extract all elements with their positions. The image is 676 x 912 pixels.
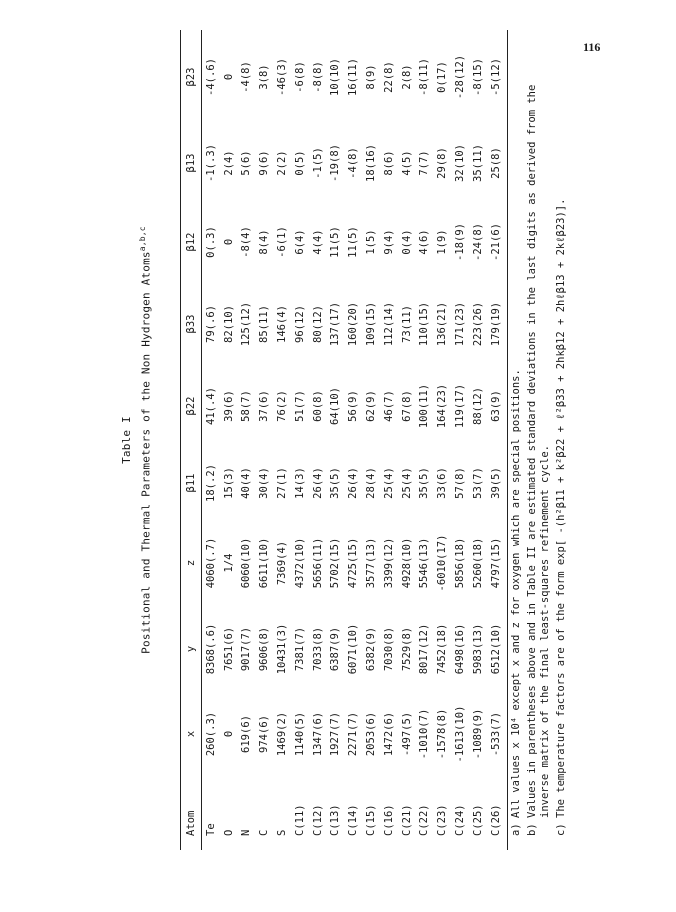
footnote-text: All values x 10⁴ except x and z for oxygen which are special positions. <box>510 369 522 818</box>
value-cell: -533(7) <box>487 692 507 776</box>
value-cell: 6512(10) <box>487 606 507 692</box>
value-cell: 4797(15) <box>487 520 507 606</box>
table-title-superscript: a,b,c <box>138 226 147 252</box>
value-cell: 109(15) <box>365 301 378 347</box>
value-cell: 0(5) <box>293 150 306 176</box>
value-cell: 26(4) <box>347 467 360 499</box>
footnote-mark: a) <box>510 823 522 836</box>
value-cell: -1613(10) <box>454 705 467 763</box>
table-row <box>362 30 380 850</box>
value-cell: -21(6) <box>487 202 507 282</box>
page-number: 116 <box>583 40 601 54</box>
value-cell: 125(12) <box>240 301 253 347</box>
value-cell: 14(3) <box>293 467 306 499</box>
value-cell: 2(4) <box>222 150 235 176</box>
atom-cell: S <box>276 829 289 836</box>
value-cell: 5983(13) <box>471 623 484 675</box>
value-cell: 11(5) <box>347 226 360 258</box>
value-cell: 9606(8) <box>258 626 271 672</box>
table-row <box>344 30 362 850</box>
value-cell: 1(9) <box>436 229 449 255</box>
value-cell: 6060(10) <box>240 537 253 589</box>
value-cell: -1010(7) <box>418 708 431 760</box>
footnote-text: The temperature factors are of the form exp[ -(h²β11 + k²β22 + ℓ²β33 + 2hkβ12 + 2hℓβ13 + 2kℓβ23)]. <box>555 198 567 818</box>
value-cell: 96(12) <box>293 305 306 343</box>
value-cell: 0 <box>222 238 235 246</box>
value-cell: 6611(10) <box>258 537 271 589</box>
table-row <box>433 30 451 850</box>
column-header: β23 <box>181 30 202 124</box>
column-header: Atom <box>181 776 202 850</box>
value-cell: 35(5) <box>418 467 431 499</box>
value-cell: 73(11) <box>400 305 413 343</box>
value-cell: 22(8) <box>382 61 395 93</box>
value-cell: -5(12) <box>487 30 507 124</box>
footnote-mark: c) <box>555 823 567 836</box>
value-cell: 5546(13) <box>418 537 431 589</box>
column-header: x <box>181 692 202 776</box>
value-cell: -4(.6) <box>204 58 217 96</box>
value-cell: 6(4) <box>293 229 306 255</box>
footnote <box>526 36 552 836</box>
atom-cell: N <box>240 829 253 836</box>
value-cell: 62(9) <box>365 390 378 422</box>
atom-cell: C(26) <box>487 776 507 850</box>
atom-cell: C(23) <box>436 804 449 836</box>
value-cell: 60(8) <box>311 390 324 422</box>
atom-cell: C(25) <box>471 804 484 836</box>
value-cell: 4060(.7) <box>204 537 217 589</box>
table-row <box>451 30 469 850</box>
value-cell: 6382(9) <box>365 626 378 672</box>
value-cell: 53(7) <box>471 467 484 499</box>
value-cell: 79(.6) <box>204 305 217 343</box>
value-cell: 5856(18) <box>454 537 467 589</box>
value-cell: 8(9) <box>365 64 378 90</box>
value-cell: 171(23) <box>454 301 467 347</box>
value-cell: -8(11) <box>418 58 431 96</box>
value-cell: 7(7) <box>418 150 431 176</box>
value-cell: 15(3) <box>222 467 235 499</box>
value-cell: -24(8) <box>471 223 484 261</box>
value-cell: -4(8) <box>347 147 360 179</box>
value-cell: 10(10) <box>329 58 342 96</box>
atom-cell: C(22) <box>418 804 431 836</box>
value-cell: -497(5) <box>400 711 413 757</box>
value-cell: 46(7) <box>382 390 395 422</box>
value-cell: 28(4) <box>365 467 378 499</box>
value-cell: 5656(11) <box>311 537 324 589</box>
column-header: β13 <box>181 124 202 202</box>
value-cell: 100(11) <box>418 383 431 429</box>
table-row <box>220 30 238 850</box>
value-cell: 29(8) <box>436 147 449 179</box>
value-cell: -1(5) <box>311 147 324 179</box>
value-cell: 9(4) <box>382 229 395 255</box>
value-cell: 223(26) <box>471 301 484 347</box>
atom-cell: C(11) <box>293 804 306 836</box>
table-row <box>469 30 487 850</box>
value-cell: 119(17) <box>454 383 467 429</box>
value-cell: 85(11) <box>258 305 271 343</box>
value-cell: 179(19) <box>487 282 507 366</box>
atom-cell: O <box>222 829 235 836</box>
value-cell: 8368(.6) <box>204 623 217 675</box>
value-cell: 3577(13) <box>365 537 378 589</box>
value-cell: 5(6) <box>240 150 253 176</box>
value-cell: 146(4) <box>276 305 289 343</box>
table-title-text: Positional and Thermal Parameters of the Non Hydrogen Atoms <box>139 251 153 654</box>
value-cell: 6071(10) <box>347 623 360 675</box>
value-cell: 39(6) <box>222 390 235 422</box>
value-cell: 1472(6) <box>382 711 395 757</box>
atom-cell: C(14) <box>347 804 360 836</box>
value-cell: 76(2) <box>276 390 289 422</box>
value-cell: 2(8) <box>400 64 413 90</box>
value-cell: 2053(6) <box>365 711 378 757</box>
table-header-row <box>181 30 202 850</box>
footnotes <box>510 36 571 836</box>
rotated-table-region <box>114 30 584 850</box>
value-cell: -6(1) <box>276 226 289 258</box>
value-cell: 4(6) <box>418 229 431 255</box>
value-cell: -8(8) <box>311 61 324 93</box>
column-header: z <box>181 520 202 606</box>
value-cell: 0 <box>222 73 235 81</box>
parameters-table <box>180 30 508 850</box>
value-cell: 58(7) <box>240 390 253 422</box>
value-cell: 8017(12) <box>418 623 431 675</box>
value-cell: 6498(16) <box>454 623 467 675</box>
value-cell: 5702(15) <box>329 537 342 589</box>
value-cell: 88(12) <box>471 387 484 425</box>
value-cell: 7369(4) <box>276 540 289 586</box>
value-cell: 64(10) <box>329 387 342 425</box>
table-row <box>291 30 309 850</box>
value-cell: 1140(5) <box>293 711 306 757</box>
value-cell: -1(.3) <box>204 144 217 182</box>
value-cell: -28(12) <box>454 54 467 100</box>
value-cell: 4725(15) <box>347 537 360 589</box>
table-label: Table I <box>120 416 133 464</box>
value-cell: 2271(7) <box>347 711 360 757</box>
column-header: β33 <box>181 282 202 366</box>
value-cell: 7452(18) <box>436 623 449 675</box>
atom-cell: C <box>258 829 271 836</box>
value-cell: 2(2) <box>276 150 289 176</box>
value-cell: 25(4) <box>382 467 395 499</box>
value-cell: 974(6) <box>258 715 271 753</box>
atom-cell: C(12) <box>311 804 324 836</box>
value-cell: 11(5) <box>329 226 342 258</box>
value-cell: 40(4) <box>240 467 253 499</box>
value-cell: 18(.2) <box>204 464 217 502</box>
table-row <box>398 30 416 850</box>
value-cell: 164(23) <box>436 383 449 429</box>
footnote-mark: b) <box>526 823 538 836</box>
atom-cell: C(13) <box>329 804 342 836</box>
value-cell: 3(8) <box>258 64 271 90</box>
value-cell: 35(11) <box>471 144 484 182</box>
value-cell: 9(6) <box>258 150 271 176</box>
value-cell: 0 <box>222 730 235 738</box>
value-cell: 260(.3) <box>204 711 217 757</box>
table-title <box>138 30 153 850</box>
value-cell: 136(21) <box>436 301 449 347</box>
value-cell: 39(5) <box>487 446 507 520</box>
value-cell: 7651(6) <box>222 626 235 672</box>
value-cell: 8(6) <box>382 150 395 176</box>
value-cell: 1469(2) <box>276 711 289 757</box>
value-cell: 0(4) <box>400 229 413 255</box>
value-cell: -18(9) <box>454 223 467 261</box>
footnote-text: Values in parentheses above and in Table II are estimated standard deviations in the last digits as derived from the inverse matrix of the final least-squares refinement cycle. <box>526 84 551 818</box>
value-cell: 63(9) <box>487 366 507 446</box>
value-cell: 1927(7) <box>329 711 342 757</box>
value-cell: 7529(8) <box>400 626 413 672</box>
value-cell: 57(8) <box>454 467 467 499</box>
value-cell: -19(8) <box>329 144 342 182</box>
atom-cell: C(24) <box>454 804 467 836</box>
value-cell: 137(17) <box>329 301 342 347</box>
table-row <box>487 30 507 850</box>
value-cell: -4(8) <box>240 61 253 93</box>
value-cell: -46(3) <box>276 58 289 96</box>
value-cell: 0(17) <box>436 61 449 93</box>
value-cell: 110(15) <box>418 301 431 347</box>
value-cell: 7030(8) <box>382 626 395 672</box>
column-header: y <box>181 606 202 692</box>
table-row <box>202 30 220 850</box>
atom-cell: Te <box>204 823 217 836</box>
value-cell: -6(8) <box>293 61 306 93</box>
value-cell: 32(10) <box>454 144 467 182</box>
table-body <box>202 30 508 850</box>
value-cell: 25(8) <box>487 124 507 202</box>
value-cell: -8(15) <box>471 58 484 96</box>
value-cell: 35(5) <box>329 467 342 499</box>
value-cell: 112(14) <box>382 301 395 347</box>
value-cell: -8(4) <box>240 226 253 258</box>
value-cell: 8(4) <box>258 229 271 255</box>
value-cell: 26(4) <box>311 467 324 499</box>
table-row <box>238 30 256 850</box>
atom-cell: C(21) <box>400 804 413 836</box>
value-cell: 25(4) <box>400 467 413 499</box>
footnote <box>510 36 523 836</box>
atom-cell: C(16) <box>382 804 395 836</box>
value-cell: 80(12) <box>311 305 324 343</box>
value-cell: 160(20) <box>347 301 360 347</box>
value-cell: 4372(10) <box>293 537 306 589</box>
value-cell: 9017(7) <box>240 626 253 672</box>
atom-cell: C(15) <box>365 804 378 836</box>
value-cell: 1(5) <box>365 229 378 255</box>
value-cell: 7033(8) <box>311 626 324 672</box>
value-cell: 10431(3) <box>276 623 289 675</box>
value-cell: 30(4) <box>258 467 271 499</box>
table-row <box>380 30 398 850</box>
value-cell: -1089(9) <box>471 708 484 760</box>
value-cell: 18(16) <box>365 144 378 182</box>
value-cell: 1347(6) <box>311 711 324 757</box>
table-row <box>273 30 291 850</box>
value-cell: 4928(10) <box>400 537 413 589</box>
value-cell: 37(6) <box>258 390 271 422</box>
value-cell: 5260(18) <box>471 537 484 589</box>
column-header: β22 <box>181 366 202 446</box>
value-cell: -6010(17) <box>436 534 449 592</box>
value-cell: 0(.3) <box>204 226 217 258</box>
value-cell: 82(10) <box>222 305 235 343</box>
value-cell: -1578(8) <box>436 708 449 760</box>
landscape-sheet <box>114 30 584 850</box>
column-header: β11 <box>181 446 202 520</box>
column-header: β12 <box>181 202 202 282</box>
value-cell: 6387(9) <box>329 626 342 672</box>
value-cell: 16(11) <box>347 58 360 96</box>
value-cell: 3399(12) <box>382 537 395 589</box>
value-cell: 33(6) <box>436 467 449 499</box>
value-cell: 56(9) <box>347 390 360 422</box>
footnote <box>555 36 568 836</box>
value-cell: 4(5) <box>400 150 413 176</box>
table-row <box>255 30 273 850</box>
value-cell: 27(1) <box>276 467 289 499</box>
table-row <box>309 30 327 850</box>
table-row <box>416 30 434 850</box>
value-cell: 619(6) <box>240 715 253 753</box>
table-row <box>327 30 345 850</box>
value-cell: 41(.4) <box>204 387 217 425</box>
value-cell: 1/4 <box>222 553 235 573</box>
value-cell: 67(8) <box>400 390 413 422</box>
value-cell: 4(4) <box>311 229 324 255</box>
value-cell: 7381(7) <box>293 626 306 672</box>
value-cell: 51(7) <box>293 390 306 422</box>
